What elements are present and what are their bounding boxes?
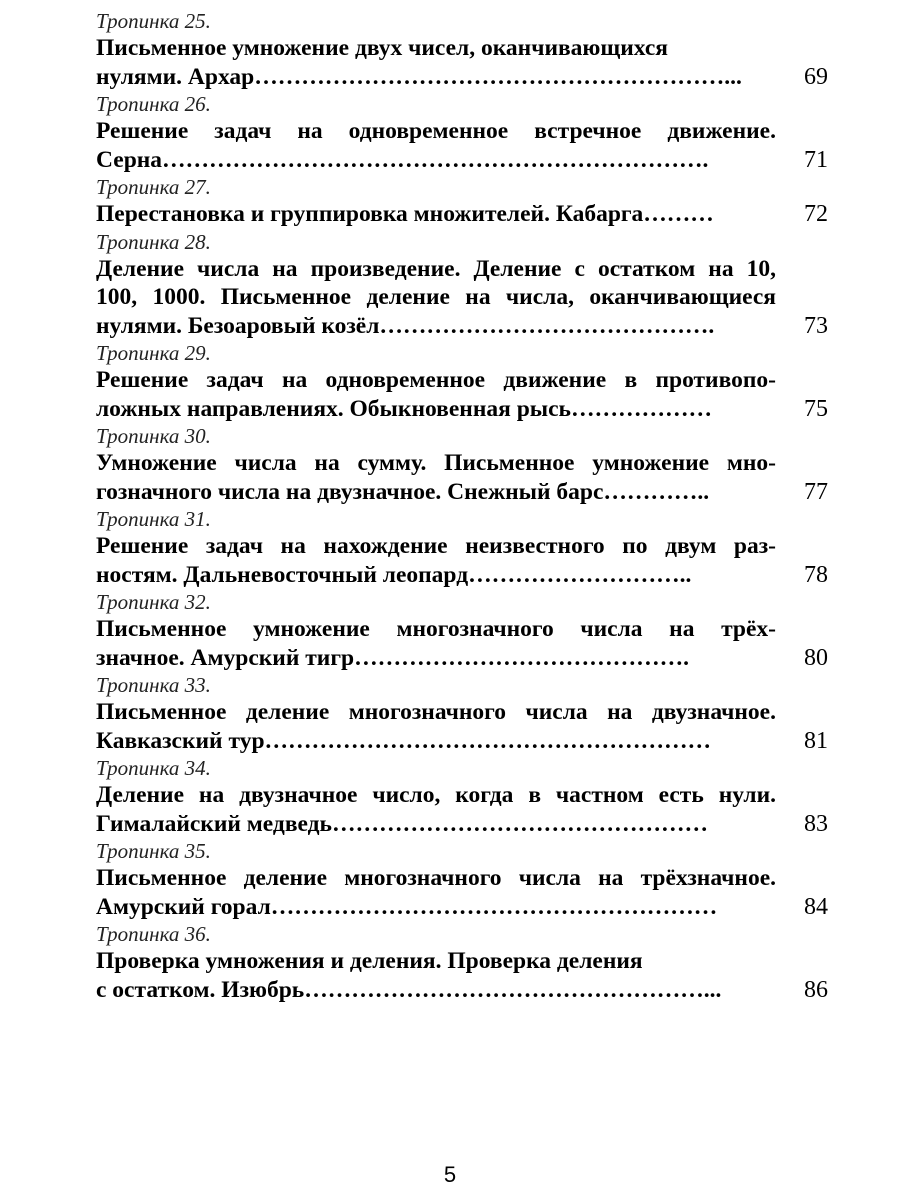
entry-title bbox=[96, 366, 776, 423]
entry-page-number: 84 bbox=[804, 893, 828, 920]
section-number: Тропинка 31. bbox=[96, 507, 211, 531]
table-of-contents bbox=[96, 8, 836, 1004]
toc-entry bbox=[96, 8, 836, 91]
entry-title-line: Решение задач на одновременное встречное движение. bbox=[96, 118, 776, 144]
entry-title-line: Проверка умножения и деления. Проверка деления bbox=[96, 948, 643, 974]
toc-entry bbox=[96, 229, 836, 341]
section-number: Тропинка 27. bbox=[96, 175, 211, 199]
entry-title bbox=[96, 864, 776, 921]
entry-title-line: значное. Амурский тигр……………………………………. bbox=[96, 644, 689, 671]
page-number: 5 bbox=[443, 1162, 457, 1187]
entry-title bbox=[96, 615, 776, 672]
section-number: Тропинка 28. bbox=[96, 229, 211, 254]
entry-title bbox=[96, 532, 776, 589]
section-number: Тропинка 30. bbox=[96, 424, 211, 448]
entry-title-line: Серна……………………………………………………………. bbox=[96, 146, 709, 173]
entry-title-line: нулями. Архар……………………………………………………... bbox=[96, 63, 742, 90]
entry-title-line: ложных направлениях. Обыкновенная рысь……………… bbox=[96, 395, 712, 422]
entry-page-number: 86 bbox=[804, 976, 828, 1003]
section-number: Тропинка 33. bbox=[96, 673, 211, 697]
entry-title-line: Письменное деление многозначного числа на двузначное. bbox=[96, 699, 776, 725]
entry-title-line: Амурский горал………………………………………………… bbox=[96, 893, 718, 920]
entry-page-number: 77 bbox=[804, 478, 828, 505]
section-number: Тропинка 34. bbox=[96, 756, 211, 780]
entry-page-number: 81 bbox=[804, 727, 828, 754]
entry-title bbox=[96, 255, 776, 341]
entry-title-line: 100, 1000. Письменное деление на числа, оканчивающиеся bbox=[96, 284, 776, 310]
toc-entry bbox=[96, 589, 836, 672]
section-number: Тропинка 26. bbox=[96, 92, 211, 116]
toc-entry bbox=[96, 423, 836, 506]
toc-entry bbox=[96, 91, 836, 174]
toc-entry bbox=[96, 838, 836, 921]
entry-page-number: 80 bbox=[804, 644, 828, 671]
toc-entry bbox=[96, 340, 836, 423]
entry-page-number: 69 bbox=[804, 63, 828, 90]
entry-title-line: Деление числа на произведение. Деление с остатком на 10, bbox=[96, 255, 776, 282]
entry-title-line: Умножение числа на сумму. Письменное умножение мно- bbox=[96, 450, 776, 476]
entry-title bbox=[96, 449, 776, 506]
entry-title-line: Решение задач на нахождение неизвестного по двум раз- bbox=[96, 533, 776, 559]
entry-page-number: 72 bbox=[804, 201, 828, 227]
entry-page-number: 78 bbox=[804, 561, 828, 588]
toc-entry bbox=[96, 174, 836, 229]
entry-title-line: с остатком. Изюбрь……………………………………………... bbox=[96, 976, 722, 1003]
section-number: Тропинка 36. bbox=[96, 922, 211, 946]
entry-title-line: нулями. Безоаровый козёл……………………………………. bbox=[96, 312, 715, 339]
entry-title bbox=[96, 200, 776, 229]
entry-title-line: Решение задач на одновременное движение в противопо- bbox=[96, 367, 776, 393]
entry-page-number: 73 bbox=[804, 312, 828, 339]
entry-title-line: Письменное умножение многозначного числа на трёх- bbox=[96, 616, 776, 642]
toc-entry bbox=[96, 755, 836, 838]
entry-title bbox=[96, 34, 776, 91]
entry-title bbox=[96, 117, 776, 174]
entry-title-line: Гималайский медведь………………………………………… bbox=[96, 810, 708, 837]
entry-title-line: Письменное умножение двух чисел, оканчивающихся bbox=[96, 35, 668, 61]
entry-page-number: 71 bbox=[804, 146, 828, 173]
entry-title-line: гозначного числа на двузначное. Снежный барс………….. bbox=[96, 478, 710, 505]
entry-page-number: 83 bbox=[804, 810, 828, 837]
entry-title-line: Письменное деление многозначного числа на трёхзначное. bbox=[96, 865, 776, 891]
entry-title-line: Перестановка и группировка множителей. Кабарга……… bbox=[96, 201, 714, 227]
toc-entry bbox=[96, 506, 836, 589]
section-number: Тропинка 25. bbox=[96, 9, 211, 33]
toc-entry bbox=[96, 672, 836, 755]
entry-title-line: Кавказский тур………………………………………………… bbox=[96, 727, 712, 754]
section-number: Тропинка 35. bbox=[96, 839, 211, 863]
entry-title bbox=[96, 947, 776, 1004]
toc-entry bbox=[96, 921, 836, 1004]
entry-title bbox=[96, 698, 776, 755]
entry-title bbox=[96, 781, 776, 838]
entry-page-number: 75 bbox=[804, 395, 828, 422]
section-number: Тропинка 32. bbox=[96, 590, 211, 614]
section-number: Тропинка 29. bbox=[96, 341, 211, 365]
entry-title-line: ностям. Дальневосточный леопард……………………….. bbox=[96, 561, 692, 588]
entry-title-line: Деление на двузначное число, когда в частном есть нули. bbox=[96, 782, 776, 808]
